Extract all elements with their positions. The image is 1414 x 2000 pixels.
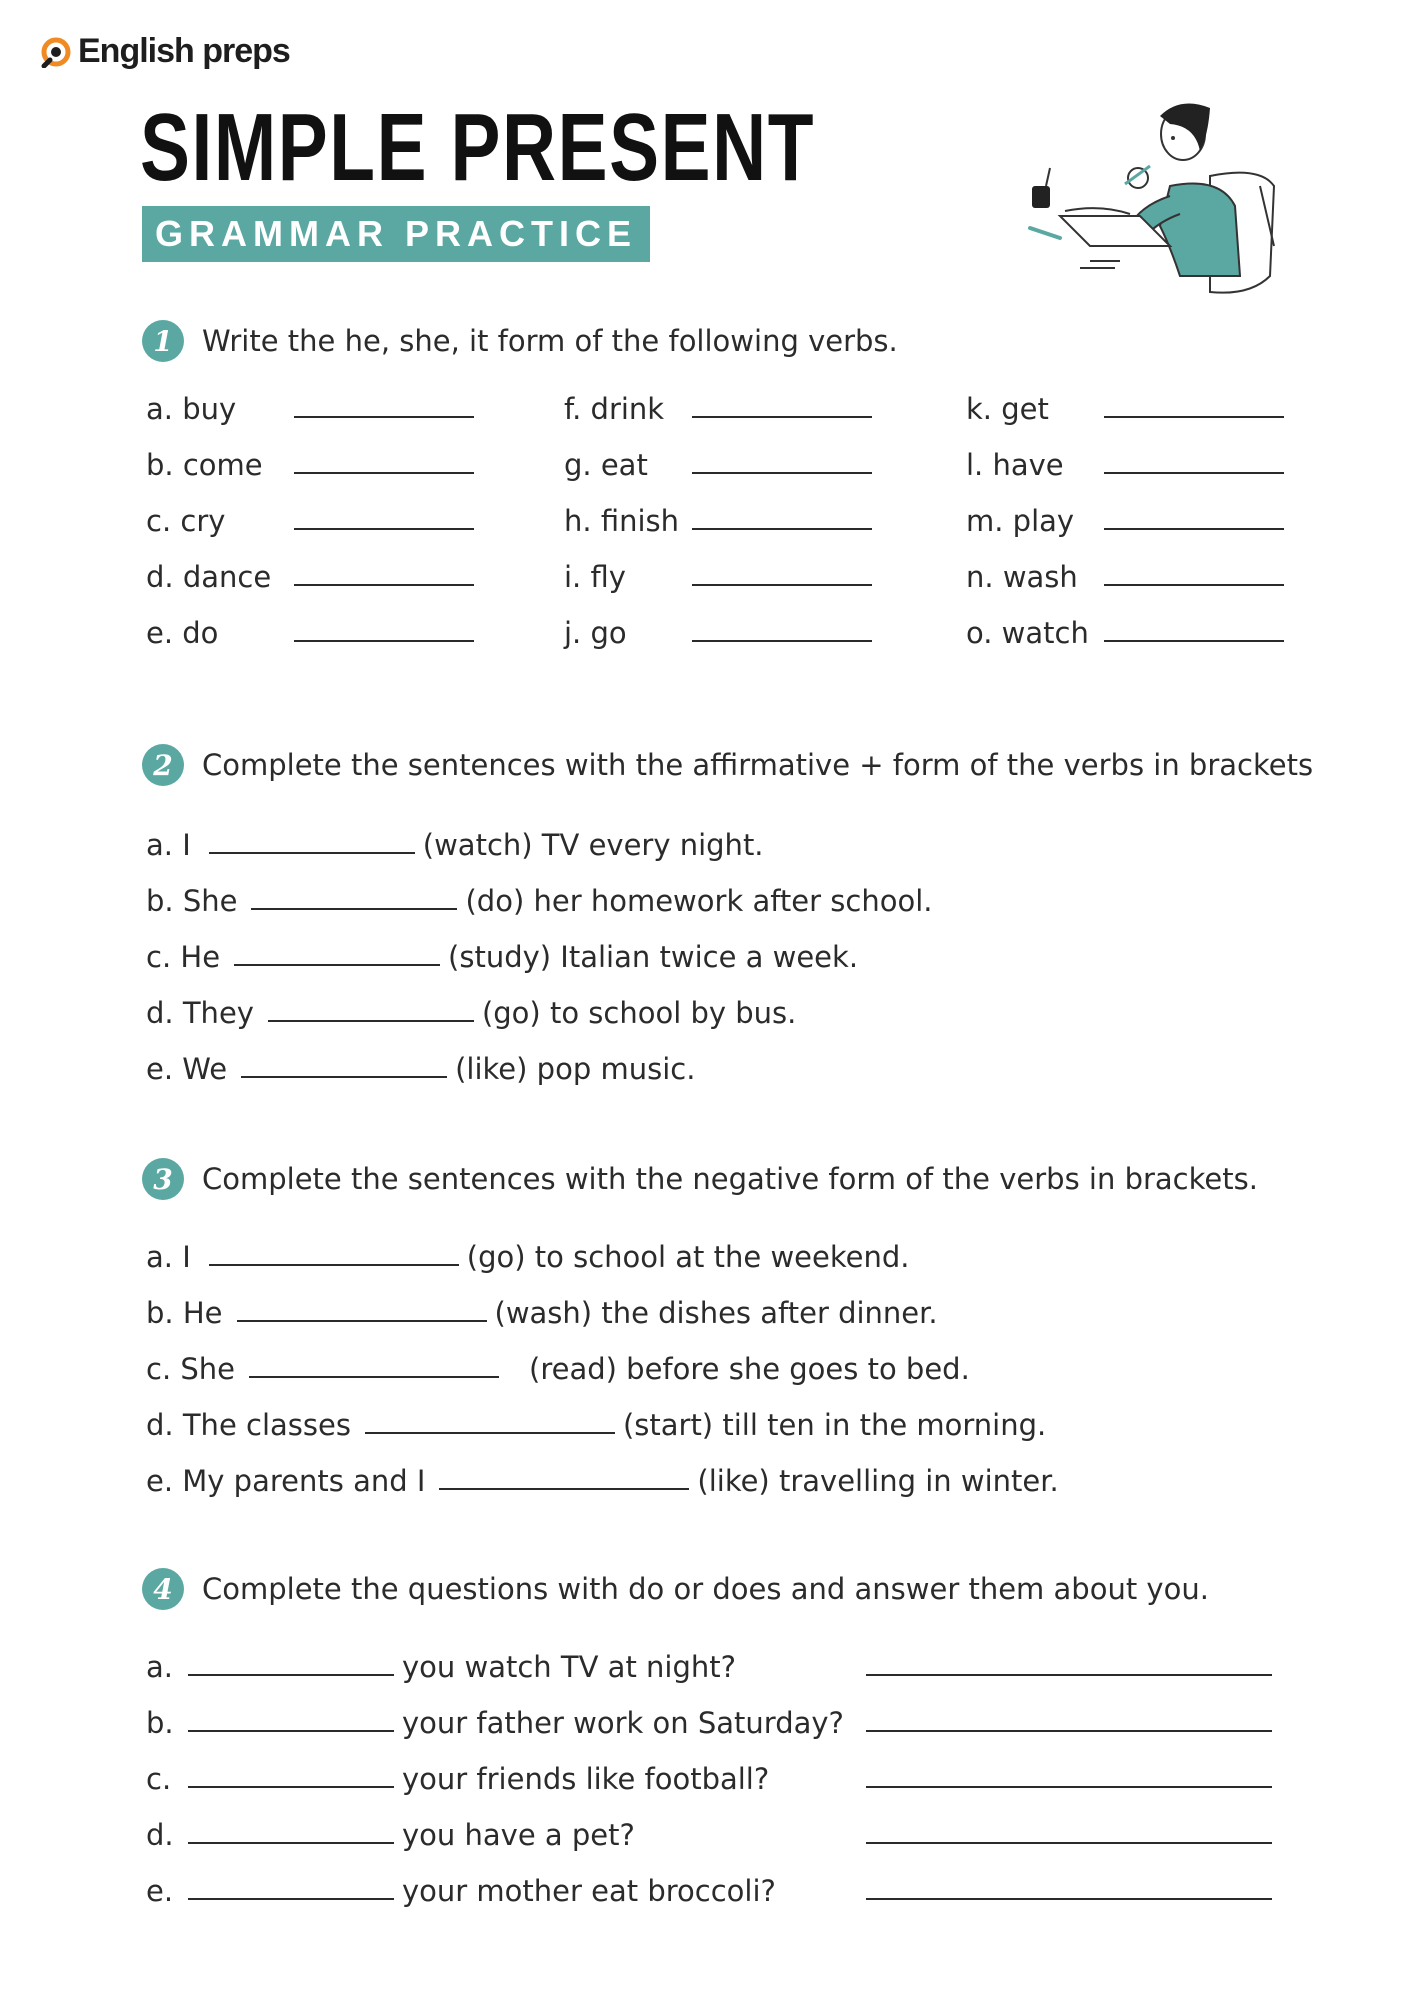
answer-blank[interactable] bbox=[1104, 415, 1284, 418]
answer-blank[interactable] bbox=[692, 639, 872, 642]
verb-item: i. fly bbox=[564, 560, 880, 594]
page-title: SIMPLE PRESENT bbox=[140, 94, 816, 201]
sentence-item: c. She (read) before she goes to bed. bbox=[146, 1352, 970, 1386]
question-item: e. your mother eat broccoli? bbox=[146, 1852, 1286, 1908]
exercise-number-badge: 3 bbox=[142, 1158, 184, 1200]
verb-item: o. watch bbox=[966, 616, 1292, 650]
answer-blank[interactable] bbox=[365, 1431, 615, 1434]
answer-blank[interactable] bbox=[188, 1729, 394, 1732]
answer-blank[interactable] bbox=[1104, 639, 1284, 642]
sentence-item: a. I (go) to school at the weekend. bbox=[146, 1240, 910, 1274]
sentence-item: c. He (study) Italian twice a week. bbox=[146, 940, 859, 974]
answer-blank[interactable] bbox=[1104, 583, 1284, 586]
exercise-number-badge: 2 bbox=[142, 744, 184, 786]
answer-blank[interactable] bbox=[294, 527, 474, 530]
question-item: d. you have a pet? bbox=[146, 1796, 1286, 1852]
verb-item: e. do bbox=[146, 616, 482, 650]
answer-blank[interactable] bbox=[188, 1897, 394, 1900]
verb-item: n. wash bbox=[966, 560, 1292, 594]
exercise-2-header bbox=[142, 744, 1313, 786]
sentence-item: e. My parents and I (like) travelling in winter. bbox=[146, 1464, 1059, 1498]
answer-blank[interactable] bbox=[1104, 471, 1284, 474]
answer-blank[interactable] bbox=[294, 415, 474, 418]
answer-blank[interactable] bbox=[294, 639, 474, 642]
brand-logo bbox=[40, 32, 290, 71]
question-item: c. your friends like football? bbox=[146, 1740, 1286, 1796]
exercise-3-header bbox=[142, 1158, 1258, 1200]
exercise-number-badge: 4 bbox=[142, 1568, 184, 1610]
answer-blank[interactable] bbox=[439, 1487, 689, 1490]
sentence-item: a. I (watch) TV every night. bbox=[146, 828, 764, 862]
answer-blank[interactable] bbox=[188, 1785, 394, 1788]
answer-blank[interactable] bbox=[209, 1263, 459, 1266]
exercise-2-instruction: Complete the sentences with the affirmative + form of the verbs in brackets bbox=[202, 748, 1314, 782]
answer-blank[interactable] bbox=[294, 583, 474, 586]
answer-blank[interactable] bbox=[692, 583, 872, 586]
exercise-4-questions bbox=[146, 1628, 1286, 1908]
verb-item: b. come bbox=[146, 448, 482, 482]
sentence-item: d. The classes (start) till ten in the morning. bbox=[146, 1408, 1047, 1442]
verb-item: a. buy bbox=[146, 392, 482, 426]
verb-item: c. cry bbox=[146, 504, 482, 538]
logo-icon bbox=[40, 36, 72, 68]
exercise-1-instruction: Write the he, she, it form of the following verbs. bbox=[202, 324, 898, 358]
verb-item: m. play bbox=[966, 504, 1292, 538]
answer-blank[interactable] bbox=[188, 1673, 394, 1676]
answer-blank[interactable] bbox=[188, 1841, 394, 1844]
question-item: a. you watch TV at night? bbox=[146, 1628, 1286, 1684]
answer-line[interactable] bbox=[866, 1785, 1272, 1788]
exercise-3-instruction: Complete the sentences with the negative form of the verbs in brackets. bbox=[202, 1162, 1258, 1196]
answer-blank[interactable] bbox=[294, 471, 474, 474]
answer-blank[interactable] bbox=[249, 1375, 499, 1378]
verb-item: d. dance bbox=[146, 560, 482, 594]
student-studying-illustration bbox=[1020, 96, 1290, 296]
exercise-2-sentences bbox=[146, 806, 932, 1086]
exercise-number-badge: 1 bbox=[142, 320, 184, 362]
answer-blank[interactable] bbox=[241, 1075, 447, 1078]
answer-blank[interactable] bbox=[1104, 527, 1284, 530]
answer-line[interactable] bbox=[866, 1841, 1272, 1844]
verb-item: j. go bbox=[564, 616, 880, 650]
answer-blank[interactable] bbox=[692, 415, 872, 418]
verb-item: g. eat bbox=[564, 448, 880, 482]
answer-line[interactable] bbox=[866, 1673, 1272, 1676]
sentence-item: b. She (do) her homework after school. bbox=[146, 884, 933, 918]
verb-item: h. finish bbox=[564, 504, 880, 538]
brand-name: English preps bbox=[78, 32, 290, 70]
answer-blank[interactable] bbox=[692, 527, 872, 530]
verb-item: k. get bbox=[966, 392, 1292, 426]
exercise-4-instruction: Complete the questions with do or does and answer them about you. bbox=[202, 1572, 1209, 1606]
exercise-3-sentences bbox=[146, 1218, 1059, 1498]
exercise-4-header bbox=[142, 1568, 1209, 1610]
sentence-item: e. We (like) pop music. bbox=[146, 1052, 696, 1086]
page-subtitle-banner: GRAMMAR PRACTICE bbox=[142, 206, 650, 262]
answer-blank[interactable] bbox=[234, 963, 440, 966]
answer-line[interactable] bbox=[866, 1897, 1272, 1900]
answer-blank[interactable] bbox=[209, 851, 415, 854]
verb-item: f. drink bbox=[564, 392, 880, 426]
question-item: b. your father work on Saturday? bbox=[146, 1684, 1286, 1740]
answer-blank[interactable] bbox=[251, 907, 457, 910]
exercise-1-header bbox=[142, 320, 898, 362]
verb-item: l. have bbox=[966, 448, 1292, 482]
answer-blank[interactable] bbox=[268, 1019, 474, 1022]
sentence-item: b. He (wash) the dishes after dinner. bbox=[146, 1296, 938, 1330]
answer-blank[interactable] bbox=[237, 1319, 487, 1322]
answer-blank[interactable] bbox=[692, 471, 872, 474]
answer-line[interactable] bbox=[866, 1729, 1272, 1732]
sentence-item: d. They (go) to school by bus. bbox=[146, 996, 797, 1030]
